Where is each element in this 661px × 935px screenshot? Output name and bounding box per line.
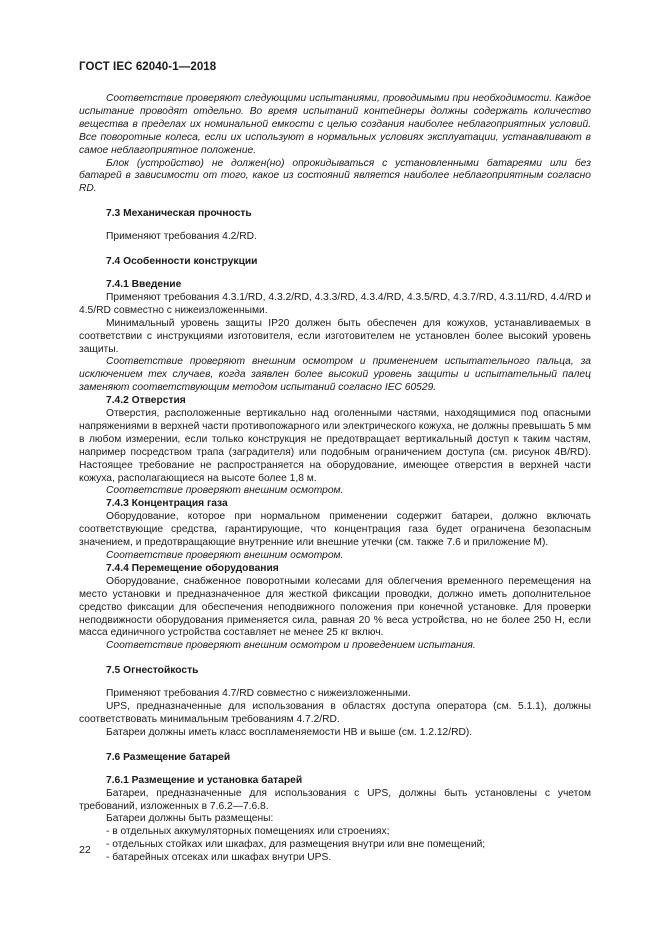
- paragraph-7-4-1-compliance: Соответствие проверяют внешним осмотром и применением испытательного пальца, за исключением тех случаев, когда заявлен более высокий уровень защиты и испытательный палец заменяют соответствующим методом испытаний согласно IEC 60529.: [79, 356, 591, 394]
- paragraph-7-3: Применяют требования 4.2/RD.: [106, 231, 257, 243]
- heading-7-5: 7.5 Огнестойкость: [106, 665, 199, 677]
- heading-7-4: 7.4 Особенности конструкции: [106, 256, 258, 268]
- paragraph-7-5-requirements: Применяют требования 4.7/RD совместно с нижеизложенными.: [106, 688, 411, 700]
- paragraph-7-4-2-compliance: Соответствие проверяют внешним осмотром.: [106, 485, 344, 497]
- paragraph-7-5-batteries: Батареи должны иметь класс воспламеняемости НВ и выше (см. 1.2.12/RD).: [106, 726, 473, 738]
- paragraph-compliance-tests: Соответствие проверяют следующими испытаниями, проводимыми при необходимости. Каждое испытание проводят отдельно. Во время испытаний контейнеры должны содержать количество вещества в пределах их номинальной емкости с целью создания наиболее неблагоприятных условий. Все поворотные колеса, если их используют в нормальных условиях эксплуатации, устанавливают в самое неблагоприятное положение.: [79, 93, 591, 156]
- list-item: - батарейных отсеках или шкафах внутри UPS.: [106, 852, 332, 864]
- heading-7-6-1: 7.6.1 Размещение и установка батарей: [106, 774, 303, 786]
- page-header: ГОСТ IEC 62040-1—2018: [79, 61, 217, 73]
- list-item: - в отдельных аккумуляторных помещениях или строениях;: [106, 826, 390, 838]
- paragraph-7-4-1-ip20: Минимальный уровень защиты IP20 должен быть обеспечен для кожухов, устанавливаемых в соответствии с инструкциями изготовителя, если изготовителем не установлен более высокий уровень защиты.: [79, 317, 591, 355]
- heading-7-4-2: 7.4.2 Отверстия: [106, 395, 186, 407]
- heading-7-4-4: 7.4.4 Перемещение оборудования: [106, 562, 279, 574]
- document-body: [79, 93, 591, 865]
- heading-7-4-1: 7.4.1 Введение: [106, 278, 182, 290]
- paragraph-7-4-3-compliance: Соответствие проверяют внешним осмотром.: [106, 550, 344, 561]
- page-number: 22: [79, 844, 91, 856]
- paragraph-7-4-4-movement: Оборудование, снабженное поворотными колесами для облегчения временного перемещения на место установки и предназначенное для жесткой фиксации проводки, должно иметь дополнительное средство фиксации для обеспечения неподвижного положения при конечной установке. Для проверки неподвижности оборудования применяется сила, равная 20 % веса устройства, но не более 250 Н, если масса единичного устройства составляет не менее 25 кг включ.: [79, 575, 591, 639]
- heading-7-4-3: 7.4.3 Концентрация газа: [106, 498, 228, 510]
- paragraph-tipping: Блок (устройство) не должен(но) опрокидываться с установленными батареями или без батарей в зависимости от того, какое из состояний является наиболее неблагоприятным согласно RD.: [79, 157, 591, 195]
- paragraph-7-4-4-compliance: Соответствие проверяют внешним осмотром и проведением испытания.: [106, 640, 476, 652]
- paragraph-7-6-1-install: Батареи, предназначенные для использования с UPS, должны быть установлены с учетом требований, изложенных в 7.6.2—7.6.8.: [79, 787, 591, 812]
- heading-7-6: 7.6 Размещение батарей: [106, 751, 231, 763]
- paragraph-7-6-1-placement: Батареи должны быть размещены:: [106, 813, 274, 825]
- list-item: - отдельных стойках или шкафах, для размещения внутри или вне помещений;: [106, 839, 486, 851]
- paragraph-7-5-ups: UPS, предназначенные для использования в областях доступа оператора (см. 5.1.1), должны соответствовать минимальным требованиям 4.7.2/RD.: [79, 701, 591, 725]
- heading-7-3: 7.3 Механическая прочность: [106, 208, 252, 220]
- paragraph-7-4-2-openings: Отверстия, расположенные вертикально над оголенными частями, находящимися под опасными напряжениями в верхней части противопожарного или электрического кожуха, не должны превышать 5 мм в любом измерении, если только конструкция не предотвращает вертикальный доступ к таким частям, например посредством трапа (заградителя) или подобным ограничением доступа (см. рисунок 4В/RD). Настоящее требование не распространяется на оборудование, имеющее отверстия в верхней части кожуха, располагающиеся на высоте более 1,8 м.: [79, 408, 591, 484]
- paragraph-7-4-3-gas: Оборудование, которое при нормальном применении содержит батареи, должно включать соответствующие средства, гарантирующие, что концентрация газа будет ограничена безопасным значением, и предотвращающие внутренние или внешние утечки (см. также 7.6 и приложение М).: [79, 511, 591, 549]
- paragraph-7-4-1-requirements: Применяют требования 4.3.1/RD, 4.3.2/RD, 4.3.3/RD, 4.3.4/RD, 4.3.5/RD, 4.3.7/RD, 4.3.11/RD, 4.4/RD и 4.5/RD совместно с нижеизложенными.: [79, 291, 591, 316]
